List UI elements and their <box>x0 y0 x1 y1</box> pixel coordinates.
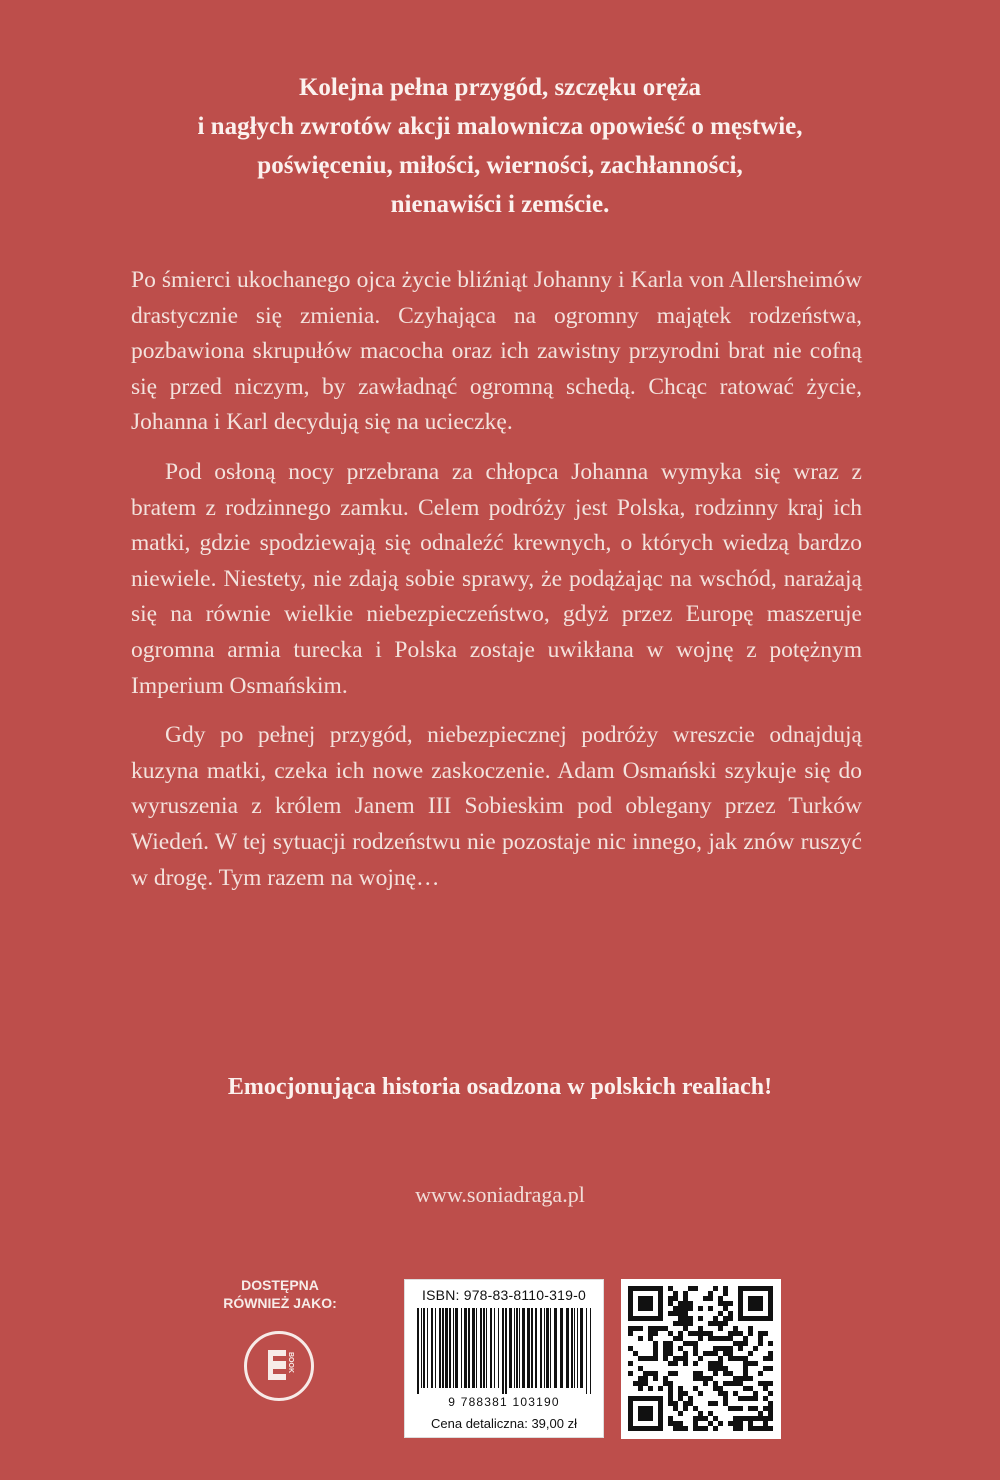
tagline <box>0 68 1000 224</box>
barcode <box>413 1308 597 1394</box>
availability-line: DOSTĘPNA <box>241 1277 319 1293</box>
blurb-paragraph: Gdy po pełnej przygód, niebezpiecznej podróży wreszcie odnajdują kuzyna matki, czeka ich nowe zaskoczenie. Adam Osmański szykuje się do wyruszenia z królem Janem III Sobieskim pod oblegany przez Turków Wiedeń. W tej sytuacji rodzeństwu nie pozostaje nic innego, jak znów ruszyć w drogę. Tym razem na wojnę… <box>131 722 862 891</box>
ebook-icon <box>244 1331 314 1401</box>
tagline-line: nienawiści i zemście. <box>390 191 610 218</box>
blurb <box>131 263 862 910</box>
closing-line: Emocjonująca historia osadzona w polskich realiach! <box>227 1074 773 1100</box>
qr-code <box>621 1279 781 1439</box>
barcode-label <box>404 1279 604 1438</box>
isbn-text: ISBN: 978-83-8110-319-0 <box>422 1287 586 1303</box>
tagline-line: poświęceniu, miłości, wierności, zachłanności, <box>257 152 743 179</box>
availability-line: RÓWNIEŻ JAKO: <box>223 1295 337 1311</box>
blurb-paragraph: Po śmierci ukochanego ojca życie bliźniąt Johanny i Karla von Allersheimów drastycznie się zmienia. Czyhająca na ogromny majątek rodzeństwa, pozbawiona skrupułów macocha oraz ich zawistny przyrodni brat nie cofną się przed niczym, by zawładnąć ogromną schedą. Chcąc ratować życie, Johanna i Karl decydują się na ucieczkę. <box>131 267 862 436</box>
availability-note <box>205 1276 355 1312</box>
price-text: Cena detaliczna: 39,00 zł <box>431 1416 577 1431</box>
tagline-line: Kolejna pełna przygód, szczęku oręża <box>298 74 702 101</box>
blurb-paragraph: Pod osłoną nocy przebrana za chłopca Johanna wymyka się wraz z bratem z rodzinnego zamku. Celem podróży jest Polska, rodzinny kraj ich matki, gdzie spodziewają się odnaleźć krewnych, o których wiedzą bardzo niewiele. Niestety, nie zdają sobie sprawy, że podążając na wschód, narażają się na równie wielkie niebezpieczeństwo, gdyż przez Europę maszeruje ogromna armia turecka i Polska zostaje uwikłana w wojnę z potężnym Imperium Osmańskim. <box>131 458 862 699</box>
ebook-side-text: BOOK <box>287 1352 294 1373</box>
barcode-digits: 9 788381 103190 <box>448 1395 560 1409</box>
tagline-line: i nagłych zwrotów akcji malownicza opowieść o męstwie, <box>197 113 803 140</box>
website-link[interactable]: www.soniadraga.pl <box>415 1182 585 1207</box>
